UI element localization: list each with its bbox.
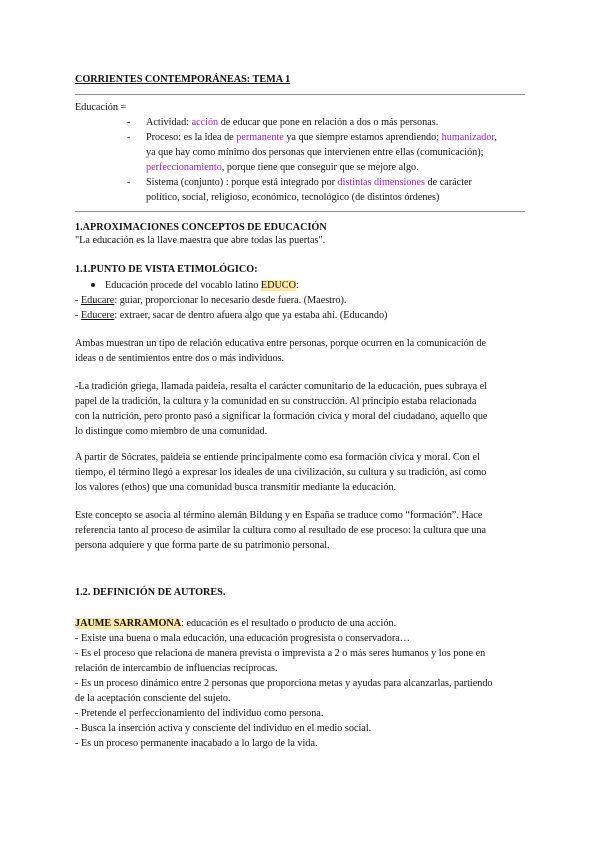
list-item: relación de intercambio de influencias recíprocas. xyxy=(75,663,278,674)
author-name: JAUME SARRAMONA xyxy=(75,618,182,629)
list-item: - Pretende el perfeccionamiento del individuo como persona. xyxy=(75,708,324,719)
educare-line: - Educare: guiar, proporcionar lo necesario desde fuera. (Maestro). xyxy=(75,295,347,306)
section-heading: 1.APROXIMACIONES CONCEPTOS DE EDUCACIÓN xyxy=(75,222,327,233)
paragraph-line: papel de la tradición, la cultura y la comunidad en su construcción. Al principio estaba relacionada xyxy=(75,396,477,407)
list-item: - Busca la inserción activa y consciente del individuo en el medio social. xyxy=(75,723,372,734)
paragraph-line: Este concepto se asocia al término alemán Bildung y en España se traduce como “formación”. Hace xyxy=(75,510,483,521)
paragraph-line: los valores (ethos) que una comunidad busca transmitir mediante la educación. xyxy=(75,482,397,493)
paragraph-line: tiempo, el término llegó a expresar los ideales de una civilización, su cultura y su tradición, así como xyxy=(75,467,487,478)
paragraph-line: referencia tanto al proceso de asimilar la cultura como al resultado de ese proceso: la cultura que una xyxy=(75,525,486,536)
proceso-line-3: perfeccionamiento, porque tiene que conseguir que se mejore algo. xyxy=(146,162,419,173)
author-line: JAUME SARRAMONA: educación es el resultado o producto de una acción. xyxy=(75,618,397,629)
educacion-label: Educación = xyxy=(75,102,127,113)
dash: - xyxy=(127,117,131,128)
paragraph-line: A partir de Sócrates, paideia se entiende principalmente como esa formación cívica y moral. Con el xyxy=(75,452,480,463)
list-item: de la aceptación consciente del sujeto. xyxy=(75,693,231,704)
title-rule xyxy=(75,94,525,95)
paragraph-line: lo distingue como miembro de una comunidad. xyxy=(75,426,268,437)
sistema-line-2: político, social, religioso, económico, tecnológico (de distintos órdenes) xyxy=(146,192,440,203)
list-item: - Es un proceso dinámico entre 2 personas que proporciona metas y ayudas para alcanzarlas, partiendo xyxy=(75,678,493,689)
educere-line: - Educere: extraer, sacar de dentro afuera algo que ya estaba ahí. (Educando) xyxy=(75,310,388,321)
actividad-line: Actividad: acción de educar que pone en relación a dos o más personas. xyxy=(146,117,439,128)
dash: - xyxy=(127,132,131,143)
subsection-heading: 1.1.PUNTO DE VISTA ETIMOLÓGICO: xyxy=(75,264,258,275)
subsection-heading: 1.2. DEFINICIÓN DE AUTORES. xyxy=(75,587,226,598)
dash: - xyxy=(127,177,131,188)
list-item: - Existe una buena o mala educación, una educación progresista o conservadora… xyxy=(75,633,410,644)
quote: "La educación es la llave maestra que abre todas las puertas". xyxy=(75,235,326,246)
bullet-icon xyxy=(91,283,95,287)
sistema-line-1: Sistema (conjunto) : porque está integrado por distintas dimensiones de carácter xyxy=(146,177,472,188)
proceso-line-1: Proceso: es la idea de permanente ya que siempre estamos aprendiendo; humanizador, xyxy=(146,132,497,143)
bullet-item: Educación procede del vocablo latino EDUCO: xyxy=(91,279,299,292)
paragraph-line: -La tradición griega, llamada paideia, resalta el carácter comunitario de la educación, pues subraya el xyxy=(75,381,488,392)
paragraph-line: con la nutrición, pero pronto pasó a significar la formación cívica y moral del ciudadano, aquello que xyxy=(75,411,488,422)
list-item: - Es el proceso que relaciona de manera prevista o imprevista a 2 o más seres humanos y los pone en xyxy=(75,648,486,659)
paragraph-line: Ambas muestran un tipo de relación educativa entre personas, porque ocurren en la comunicación de xyxy=(75,338,487,349)
proceso-line-2: ya que hay como mínimo dos personas que intervienen entre ellas (comunicación); xyxy=(146,147,484,158)
page-title: CORRIENTES CONTEMPORÁNEAS: TEMA 1 xyxy=(75,74,291,85)
list-item: - Es un proceso permanente inacabado a lo largo de la vida. xyxy=(75,738,318,749)
paragraph-line: persona adquiere y que forma parte de su patrimonio personal. xyxy=(75,540,330,551)
section-rule xyxy=(75,211,525,212)
paragraph-line: ideas o de sentimientos entre dos o más individuos. xyxy=(75,353,285,364)
